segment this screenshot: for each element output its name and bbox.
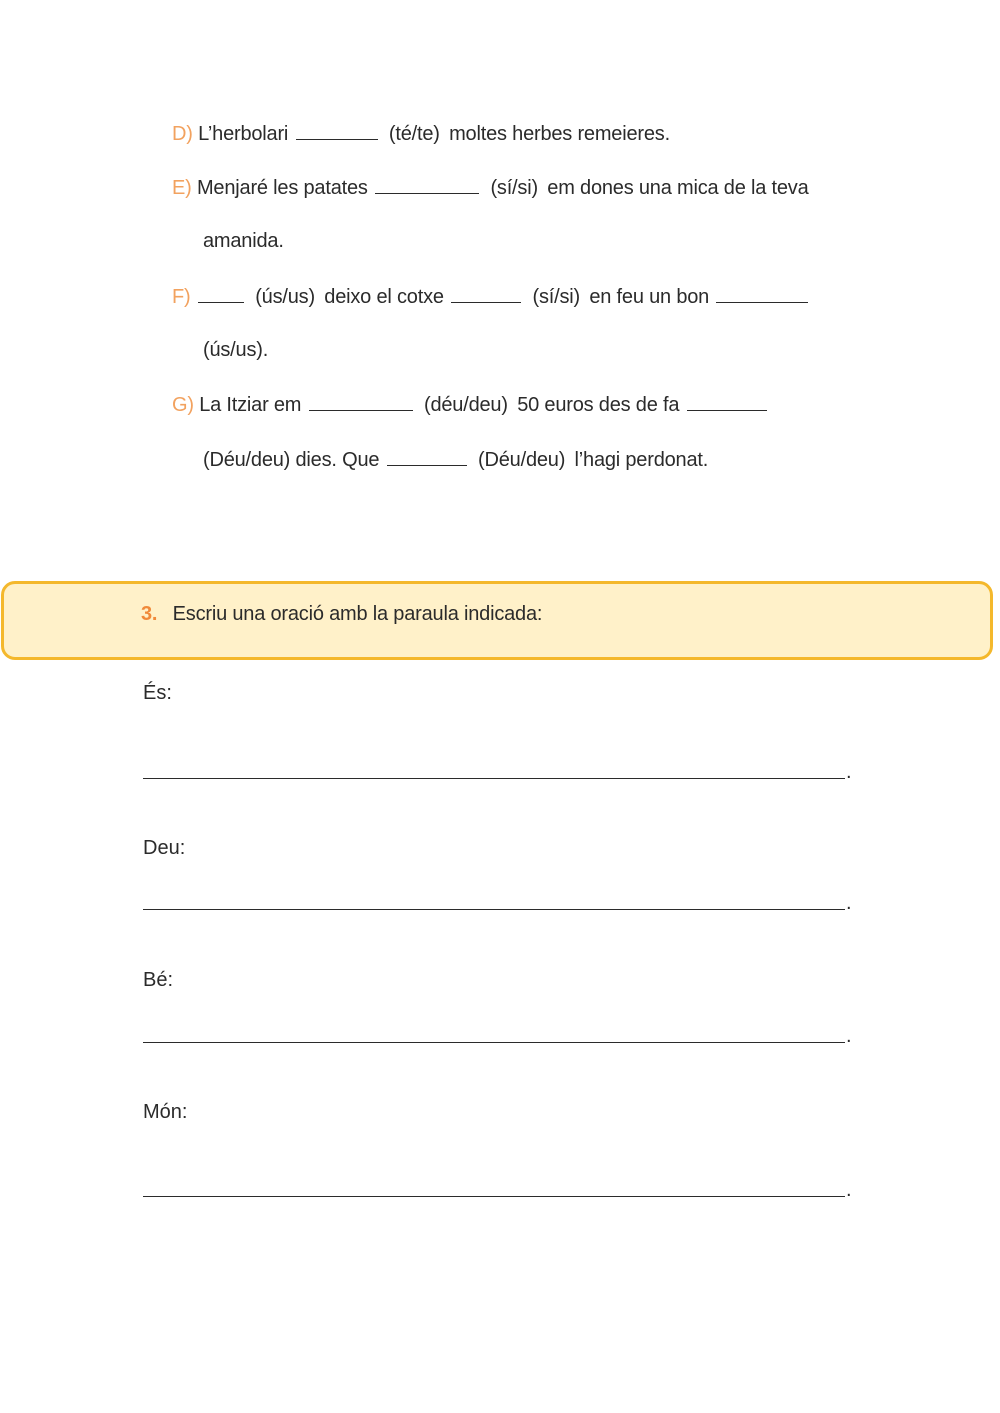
answer-blank[interactable] bbox=[198, 284, 244, 303]
item-letter: E) bbox=[172, 177, 192, 199]
item-letter: D) bbox=[172, 123, 193, 145]
exercise-item-d bbox=[172, 121, 670, 146]
answer-blank[interactable] bbox=[309, 392, 413, 411]
answer-blank[interactable] bbox=[296, 121, 378, 140]
option-hint: (sí/si) bbox=[532, 286, 580, 308]
exercise-number: 3. bbox=[141, 603, 158, 625]
item-text: (ús/us). bbox=[203, 339, 269, 361]
answer-line-deu[interactable] bbox=[143, 909, 845, 910]
option-hint: (sí/si) bbox=[490, 177, 538, 199]
word-label-be: Bé: bbox=[143, 969, 174, 991]
answer-blank[interactable] bbox=[451, 284, 521, 303]
item-text: Menjaré les patates bbox=[196, 177, 368, 199]
item-text: dies. Que bbox=[295, 449, 380, 471]
word-label-deu: Deu: bbox=[143, 837, 186, 859]
item-text: amanida. bbox=[203, 230, 284, 252]
option-hint: (ús/us) bbox=[255, 286, 315, 308]
line-end-dot: . bbox=[846, 761, 852, 783]
exercise-item-g-continuation bbox=[203, 447, 708, 472]
item-text: 50 euros des de fa bbox=[517, 394, 680, 416]
answer-blank[interactable] bbox=[716, 284, 808, 303]
item-letter: G) bbox=[172, 394, 194, 416]
exercise-item-g bbox=[172, 392, 769, 417]
answer-blank[interactable] bbox=[387, 447, 467, 466]
option-hint: (té/te) bbox=[388, 123, 440, 145]
exercise-item-e bbox=[172, 175, 809, 200]
option-hint: (Déu/deu) bbox=[478, 449, 566, 471]
answer-blank[interactable] bbox=[687, 392, 767, 411]
exercise-item-e-continuation bbox=[203, 229, 284, 253]
line-end-dot: . bbox=[846, 1025, 852, 1047]
item-text: deixo el cotxe bbox=[324, 286, 444, 308]
answer-line-mon[interactable] bbox=[143, 1196, 845, 1197]
exercise-instruction: Escriu una oració amb la paraula indicada: bbox=[172, 603, 543, 625]
exercise-3-title bbox=[141, 602, 542, 626]
answer-line-be[interactable] bbox=[143, 1042, 845, 1043]
answer-line-es[interactable] bbox=[143, 778, 845, 779]
item-text: en feu un bon bbox=[589, 286, 710, 308]
line-end-dot: . bbox=[846, 892, 852, 914]
exercise-item-f bbox=[172, 284, 810, 309]
item-text: em dones una mica de la teva bbox=[547, 177, 809, 199]
word-label-mon: Món: bbox=[143, 1101, 188, 1123]
item-text: l’hagi perdonat. bbox=[574, 449, 709, 471]
word-label-es: És: bbox=[143, 682, 172, 704]
exercise-item-f-continuation bbox=[203, 338, 268, 362]
option-hint: (déu/deu) bbox=[424, 394, 508, 416]
item-text: moltes herbes remeieres. bbox=[449, 123, 670, 145]
line-end-dot: . bbox=[846, 1179, 852, 1201]
option-hint: (Déu/deu) bbox=[203, 449, 291, 471]
item-letter: F) bbox=[172, 286, 191, 308]
item-text: L’herbolari bbox=[198, 123, 289, 145]
answer-blank[interactable] bbox=[375, 175, 479, 194]
item-text: La Itziar em bbox=[199, 394, 302, 416]
